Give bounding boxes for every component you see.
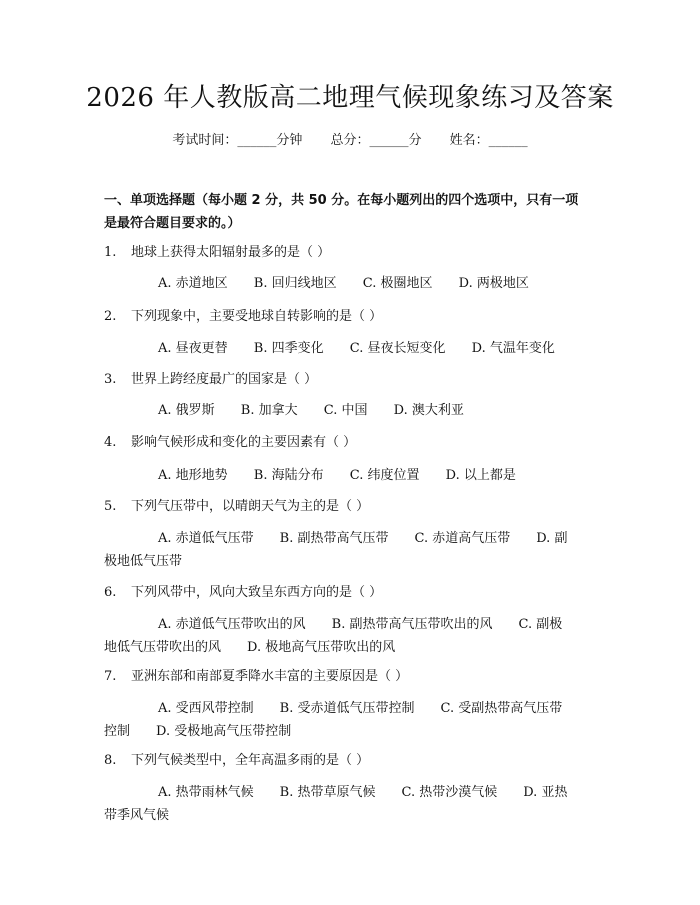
question-3 <box>104 369 604 391</box>
question-5 <box>104 496 604 518</box>
question-4-options <box>104 464 604 487</box>
option-b: B. 四季变化 <box>253 341 324 356</box>
options-line-1: A. 热带雨林气候 B. 热带草原气候 C. 热带沙漠气候 D. 亚热 <box>158 785 568 800</box>
option-d: D. 澳大利亚 <box>393 403 464 418</box>
section-header <box>104 189 604 235</box>
option-d: D. 气温年变化 <box>471 341 555 356</box>
options-line-1: A. 赤道低气压带吹出的风 B. 副热带高气压带吹出的风 C. 副极 <box>158 617 563 632</box>
option-c: C. 昼夜长短变化 <box>349 341 446 356</box>
question-6-options <box>104 613 604 659</box>
options-line-2: 极地低气压带 <box>104 554 183 569</box>
student-name-field: 姓名：______ <box>449 133 528 148</box>
option-a: A. 俄罗斯 <box>158 403 215 418</box>
option-d: D. 以上都是 <box>445 468 516 483</box>
question-1-options <box>104 272 604 295</box>
question-stem: 下列气压带中，以晴朗天气为主的是（ ） <box>131 499 370 514</box>
option-b: B. 加拿大 <box>240 403 298 418</box>
question-6 <box>104 582 604 604</box>
section-header-line-2: 是最符合题目要求的。） <box>104 216 241 231</box>
question-8 <box>104 750 604 772</box>
question-number: 5. <box>104 499 117 514</box>
question-number: 8. <box>104 753 117 768</box>
question-stem: 下列气候类型中，全年高温多雨的是（ ） <box>131 753 370 768</box>
option-a: A. 赤道地区 <box>158 276 228 291</box>
question-stem: 下列现象中，主要受地球自转影响的是（ ） <box>131 309 383 324</box>
options-line-2: 地低气压带吹出的风 D. 极地高气压带吹出的风 <box>104 640 396 655</box>
question-7 <box>104 666 604 688</box>
question-number: 7. <box>104 669 117 684</box>
option-b: B. 海陆分布 <box>253 468 324 483</box>
question-7-options <box>104 697 604 743</box>
option-c: C. 纬度位置 <box>349 468 420 483</box>
exam-time-field: 考试时间：______分钟 <box>172 133 303 148</box>
options-line-2: 带季风气候 <box>104 808 170 823</box>
question-stem: 下列风带中，风向大致呈东西方向的是（ ） <box>131 585 383 600</box>
question-number: 6. <box>104 585 117 600</box>
question-stem: 世界上跨经度最广的国家是（ ） <box>131 372 318 387</box>
question-2-options <box>104 337 604 360</box>
page-title: 2026 年人教版高二地理气候现象练习及答案 <box>86 83 614 113</box>
question-4 <box>104 432 604 454</box>
question-2 <box>104 306 604 328</box>
option-c: C. 极圈地区 <box>362 276 433 291</box>
question-5-options <box>104 527 604 573</box>
question-number: 2. <box>104 309 117 324</box>
question-8-options <box>104 781 604 827</box>
option-d: D. 两极地区 <box>458 276 529 291</box>
options-line-2: 控制 D. 受极地高气压带控制 <box>104 724 292 739</box>
exam-meta <box>0 131 700 151</box>
option-b: B. 回归线地区 <box>253 276 337 291</box>
option-a: A. 昼夜更替 <box>158 341 228 356</box>
question-number: 4. <box>104 435 117 450</box>
question-stem: 地球上获得太阳辐射最多的是（ ） <box>131 245 331 260</box>
question-stem: 亚洲东部和南部夏季降水丰富的主要原因是（ ） <box>131 669 409 684</box>
question-3-options <box>104 399 604 422</box>
question-number: 3. <box>104 372 117 387</box>
options-line-1: A. 赤道低气压带 B. 副热带高气压带 C. 赤道高气压带 D. 副 <box>158 531 568 546</box>
question-1 <box>104 242 604 264</box>
question-number: 1. <box>104 245 117 260</box>
section-header-line-1: 一、单项选择题（每小题 2 分，共 50 分。在每小题列出的四个选项中，只有一项 <box>104 193 579 208</box>
option-c: C. 中国 <box>323 403 368 418</box>
option-a: A. 地形地势 <box>158 468 228 483</box>
total-score-field: 总分：______分 <box>330 133 422 148</box>
options-line-1: A. 受西风带控制 B. 受赤道低气压带控制 C. 受副热带高气压带 <box>158 701 563 716</box>
question-stem: 影响气候形成和变化的主要因素有（ ） <box>131 435 357 450</box>
